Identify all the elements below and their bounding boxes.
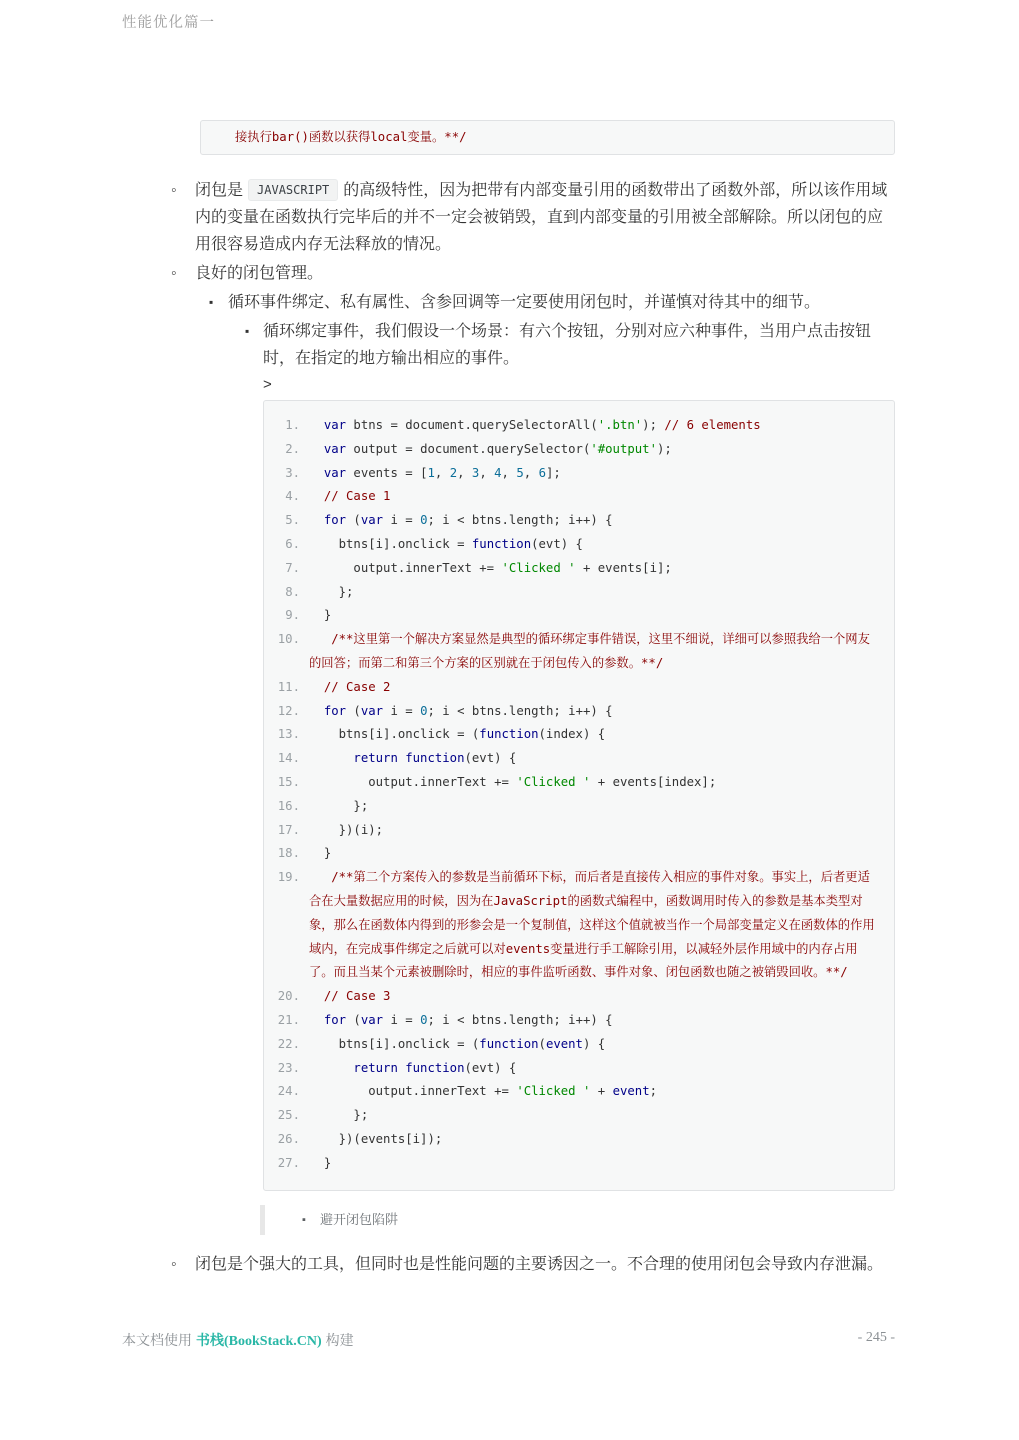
line-number: 2. [285,441,300,456]
item2-sub-text: 循环事件绑定、私有属性、含参回调等一定要使用闭包时，并谨慎对待其中的细节。 [228,294,821,311]
code-token-pln: ]; [545,465,561,480]
line-code [309,438,878,462]
list-item-loop-binding-scenario [228,318,896,1235]
code-token-pln [309,1013,324,1027]
code-token-pln: + events[index]; [590,774,717,789]
line-code [309,866,878,985]
line-number: 6. [285,536,300,551]
code-line [274,1080,878,1104]
code-line [274,842,878,866]
code-token-pln: , [479,465,495,480]
top-code-block [200,120,895,155]
code-token-pln: ); [656,441,672,456]
line-code [309,533,878,557]
bullet-list-level3 [228,318,896,1235]
code-token-pln: ; [649,1084,658,1099]
footer-suffix: 构建 [325,1334,354,1349]
code-token-pln: (index) { [538,727,606,742]
line-code [309,1009,878,1033]
code-token-pln [309,704,324,718]
code-line [274,533,878,557]
code-line [274,819,878,843]
code-token-pln [309,442,324,456]
code-token-pln: ) { [582,1036,606,1051]
code-token-str: 'Clicked ' [516,774,591,789]
code-token-pln: + [590,1084,613,1099]
code-token-pln: ; i < btns.length; i++) { [427,1012,613,1027]
code-token-lit: 1 [427,465,435,480]
bookstack-brand-link[interactable]: 书栈(BookStack.CN) [196,1334,322,1349]
code-token-pln: (evt) { [464,751,517,766]
code-token-com: // 6 elements [664,418,761,432]
line-number: 5. [285,513,300,528]
code-token-pln [309,870,331,884]
line-number: 27. [277,1155,300,1170]
bullet-list-level1 [170,177,896,1278]
code-line [274,414,878,438]
line-number: 11. [277,679,300,694]
code-token-pln [309,489,324,503]
code-token-com: // Case 1 [323,489,391,504]
line-code [309,1057,878,1081]
code-token-kwd: var [323,465,347,480]
code-line [274,676,878,700]
code-token-pln: i = [383,703,421,718]
line-code [309,462,878,486]
code-line [274,1104,878,1128]
code-token-kwd: var [360,703,384,718]
code-token-pln: ( [538,1036,546,1051]
item2-sub-sub-text: 循环绑定事件，我们假设一个场景：有六个按钮，分别对应六种事件，当用户点击按钮时，在指定的地方输出相应的事件。 [263,323,872,367]
line-number: 12. [277,703,300,718]
code-token-pln [309,513,324,527]
line-code [309,795,878,819]
code-token-pln [309,1061,353,1075]
code-token-kwd: for [323,1012,347,1027]
line-number: 14. [277,751,300,766]
code-token-pln [309,418,324,432]
code-token-pln: ); [642,418,665,432]
code-token-pln: btns[i].onclick = ( [309,727,480,742]
code-token-pln: })(i); [309,822,384,837]
line-number: 25. [277,1108,300,1123]
line-code [309,581,878,605]
code-token-kwd: function [405,751,465,766]
line-number: 4. [285,489,300,504]
line-number: 17. [277,822,300,837]
code-token-kwd: event [612,1084,650,1099]
line-number: 23. [277,1060,300,1075]
code-token-pln: (evt) { [531,536,583,551]
code-token-pln: ; i < btns.length; i++) { [427,513,613,528]
code-token-pln [309,680,324,694]
line-code [309,1033,878,1057]
list-item-closure-management [170,260,896,1235]
code-line [274,1128,878,1152]
code-line [274,1033,878,1057]
code-token-pln: (evt) { [464,1060,517,1075]
line-number: 22. [277,1036,300,1051]
code-token-kwd: function [479,727,539,742]
footer-prefix: 本文档使用 [122,1334,192,1349]
code-token-lit: 0 [420,513,428,528]
code-token-kwd: var [360,1012,384,1027]
line-code [309,557,878,581]
line-number: 7. [285,560,300,575]
code-token-pln: , [457,465,472,480]
blockquote-item: ▪ 避开闭包陷阱 [265,1210,896,1230]
code-token-pln: btns[i].onclick = [309,536,472,551]
code-line [274,438,878,462]
code-token-pln: output = document.querySelector( [346,441,591,456]
code-token-lit: 4 [494,465,502,480]
line-code [309,723,878,747]
code-token-kwd: var [323,418,347,432]
code-token-kwd: return [353,1060,398,1075]
code-token-lit: 0 [420,703,428,718]
list-item-closure-warning [170,1251,896,1278]
code-token-pln: btns[i].onclick = ( [309,1036,480,1051]
code-token-pln: output.innerText += [309,560,502,575]
code-line [274,985,878,1009]
line-number: 1. [285,418,300,432]
page-number: - 245 - [857,1330,895,1345]
line-code [309,1128,878,1152]
line-number: 15. [277,774,300,789]
item3-text: 闭包是个强大的工具，但同时也是性能问题的主要诱因之一。不合理的使用闭包会导致内存泄漏。 [195,1255,884,1273]
code-token-pln: } [309,846,332,861]
code-token-com: // Case 3 [323,989,391,1004]
code-token-pln: }; [309,584,354,599]
code-token-pln: ( [346,703,361,718]
line-number: 26. [277,1131,300,1146]
line-code [309,842,878,866]
code-token-kwd: function [479,1036,539,1051]
line-number: 18. [277,846,300,861]
code-token-kwd: var [360,513,384,528]
code-token-pln: , [434,465,450,480]
line-code [309,485,878,509]
code-block-lines [274,414,878,1176]
code-token-pln [309,989,324,1003]
line-number: 10. [277,632,300,647]
code-token-pln: ( [346,1012,361,1027]
code-token-kwd: for [323,513,347,528]
line-code [309,700,878,724]
code-token-pln [309,632,331,646]
code-line [274,581,878,605]
code-token-pln: + events[i]; [575,560,672,575]
code-line [274,795,878,819]
code-token-lit: 6 [538,465,546,480]
code-line [274,509,878,533]
line-code [309,414,878,438]
code-token-com: /**这里第一个解决方案显然是典型的循环绑定事件错误，这里不细说，详细可以参照我给一个网友的回答；而第二和第三个方案的区别就在于闭包传入的参数。**/ [309,632,870,670]
code-token-pln: , [501,465,517,480]
code-token-str: 'Clicked ' [501,560,576,575]
code-token-pln: i = [383,1012,421,1027]
code-token-str: '.btn' [597,418,643,432]
item1-text-pre: 闭包是 [195,182,244,199]
code-token-pln: , [523,465,539,480]
code-token-pln: } [309,1155,332,1170]
line-number: 8. [285,584,300,599]
code-token-pln: ( [346,513,361,528]
code-token-kwd: for [323,703,347,718]
footer-build-info [122,1330,354,1350]
line-number: 20. [277,989,300,1004]
line-number: 24. [277,1084,300,1099]
code-token-pln: i = [383,513,421,528]
code-token-lit: 3 [471,465,480,480]
line-code [309,819,878,843]
line-number: 9. [285,608,300,623]
code-line [274,462,878,486]
code-line [274,723,878,747]
line-number: 16. [277,798,300,813]
code-token-lit: 2 [449,465,458,480]
code-token-kwd: var [323,441,347,456]
inline-code-javascript: JAVASCRIPT [248,179,338,201]
line-code [309,771,878,795]
code-line [274,700,878,724]
line-code [309,628,878,676]
code-token-pln: }; [309,1108,369,1123]
code-token-pln: })(events[i]); [309,1131,443,1146]
code-line [274,747,878,771]
code-token-pln: output.innerText += [309,1084,517,1099]
item1-text-post: 的高级特性，因为把带有内部变量引用的函数带出了函数外部，所以该作用域内的变量在函数执行完毕后的并不一定会被销毁，直到内部变量的引用被全部解除。所以闭包的应用很容易造成内存无法释放的情况。 [195,182,888,253]
page-footer [122,1330,895,1350]
code-token-pln: ; i < btns.length; i++) { [427,703,613,718]
code-token-kwd: event [545,1036,583,1051]
code-token-kwd: return [353,751,398,766]
code-token-lit: 0 [420,1012,428,1027]
line-number: 19. [277,870,300,885]
list-item-loop-binding-rule [195,289,896,1235]
code-token-pln [309,466,324,480]
page-header-title: 性能优化篇一 [122,15,215,31]
code-line [274,1152,878,1176]
code-token-pln: output.innerText += [309,774,517,789]
line-code [309,1104,878,1128]
code-block [263,400,895,1191]
code-token-pln: } [309,608,332,623]
line-code [309,985,878,1009]
line-number: 13. [277,727,300,742]
line-code [309,676,878,700]
code-token-pln: }; [309,798,369,813]
code-line [274,628,878,676]
code-token-str: '#output' [590,441,657,456]
bullet-list-level2 [195,289,896,1235]
code-token-kwd: function [405,1060,465,1075]
code-token-kwd: function [471,536,532,551]
code-token-lit: 5 [516,465,524,480]
list-item-closure-definition [170,177,896,258]
code-token-com: /**第二个方案传入的参数是当前循环下标，而后者是直接传入相应的事件对象。事实上，后者更适合在大量数据应用的时候，因为在JavaScript的函数式编程中，函数调用时传入的参数是基本类型对象，那么在函数体内得到的形参会是一个复制值，这样这个值就被当作一个局部变量定义在函数体的作用域内，在完成事件绑定之后就可以对events变量进行手工解除引用，以减轻外层作用域中的内存占用了。而且当某个元素被删除时，相应的事件监听函数、事件对象、闭包函数也随之被销毁回收。**/ [309,870,875,980]
line-code [309,604,878,628]
item2-text: 良好的闭包管理。 [195,265,324,282]
line-code [309,1152,878,1176]
line-code [309,509,878,533]
line-number: 3. [285,465,300,480]
line-number: 21. [277,1012,300,1027]
code-line [274,1009,878,1033]
code-line [274,604,878,628]
code-token-pln: btns = document.querySelectorAll( [346,418,598,432]
blockquote [260,1205,896,1235]
code-token-str: 'Clicked ' [516,1084,591,1099]
code-token-pln: events = [ [346,465,428,480]
code-line [274,771,878,795]
code-line [274,1057,878,1081]
code-line [274,485,878,509]
line-code [309,1080,878,1104]
line-code [309,747,878,771]
code-line [274,557,878,581]
code-token-com: // Case 2 [323,679,391,694]
top-code-comment: 接执行bar()函数以获得local变量。**/ [235,130,467,144]
code-token-pln [309,751,353,765]
markdown-caret: > [263,376,272,393]
main-content [170,177,896,1280]
code-line [274,866,878,985]
